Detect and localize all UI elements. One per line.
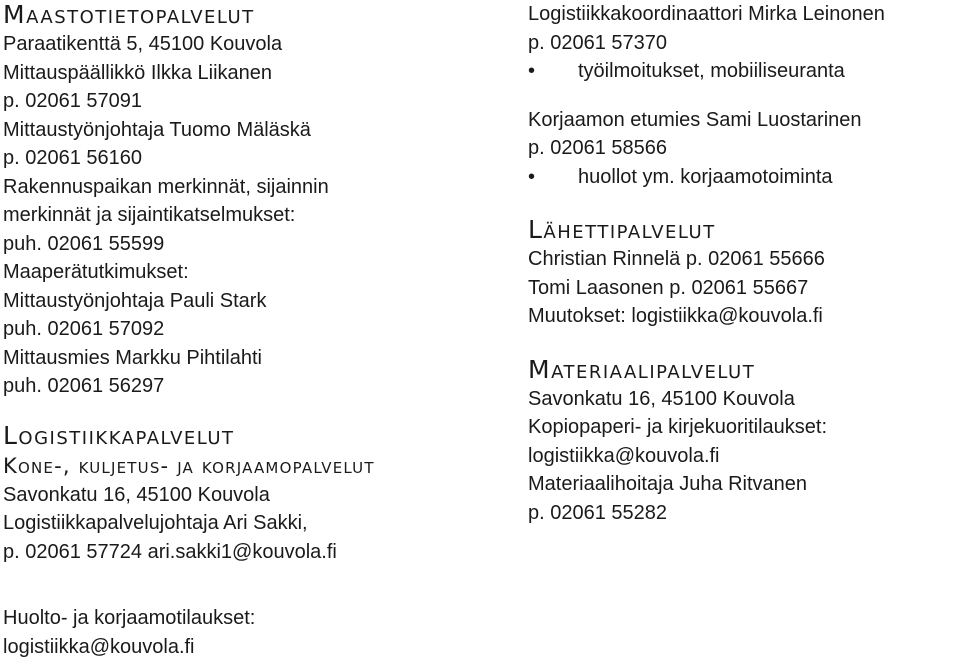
lahetti-heading: Lähettipalvelut bbox=[528, 215, 716, 244]
orders-email: logistiikka@kouvola.fi bbox=[3, 635, 195, 658]
coordinator-task: työilmoitukset, mobiiliseuranta bbox=[578, 60, 845, 82]
bullet-dot: • bbox=[528, 165, 536, 188]
lahetti-section bbox=[528, 245, 958, 331]
maastotieto-address: Paraatikenttä 5, 45100 Kouvola bbox=[3, 33, 283, 55]
logistiikka-line: Logistiikkapalvelujohtaja Ari Sakki, bbox=[3, 512, 308, 534]
maastotieto-line: p. 02061 57091 bbox=[3, 90, 143, 112]
maastotieto-line: puh. 02061 55599 bbox=[3, 232, 165, 255]
materiaali-line: Kopiopaperi- ja kirjekuoritilaukset: bbox=[528, 416, 828, 438]
materiaali-line: p. 02061 55282 bbox=[528, 501, 668, 524]
maastotieto-line: merkinnät ja sijaintikatselmukset: bbox=[3, 204, 296, 226]
orders-label: Huolto- ja korjaamotilaukset: bbox=[3, 607, 256, 629]
logistiikka-address: Savonkatu 16, 45100 Kouvola bbox=[3, 483, 270, 506]
foreman-task: huollot ym. korjaamotoiminta bbox=[578, 165, 833, 188]
materiaali-address: Savonkatu 16, 45100 Kouvola bbox=[528, 387, 795, 410]
logistiikka-section bbox=[3, 481, 503, 567]
maastotieto-section bbox=[3, 30, 503, 401]
foreman-name: Korjaamon etumies Sami Luostarinen bbox=[528, 108, 862, 131]
materiaali-heading: Materiaalipalvelut bbox=[528, 354, 756, 384]
logistiikka-line: p. 02061 57724 ari.sakki1@kouvola.fi bbox=[3, 540, 337, 563]
lahetti-line: Tomi Laasonen p. 02061 55667 bbox=[528, 276, 809, 299]
coordinator-name: Logistiikkakoordinaattori Mirka Leinonen bbox=[528, 3, 885, 25]
maastotieto-line: Mittausmies Markku Pihtilahti bbox=[3, 346, 262, 369]
foreman-bullet bbox=[528, 163, 958, 192]
materiaali-line: logistiikka@kouvola.fi bbox=[528, 444, 720, 467]
maastotieto-line: puh. 02061 57092 bbox=[3, 318, 165, 340]
materiaali-line: Materiaalihoitaja Juha Ritvanen bbox=[528, 473, 808, 495]
lahetti-line: Muutokset: logistiikka@kouvola.fi bbox=[528, 305, 823, 327]
coordinator-block bbox=[528, 0, 958, 86]
maastotieto-line: Mittaustyönjohtaja Pauli Stark bbox=[3, 289, 267, 312]
maastotieto-line: Mittauspäällikkö Ilkka Liikanen bbox=[3, 61, 273, 84]
materiaali-section bbox=[528, 385, 958, 528]
orders-footer bbox=[3, 604, 255, 661]
maastotieto-line: Maaperätutkimukset: bbox=[3, 261, 189, 283]
maastotieto-line: p. 02061 56160 bbox=[3, 147, 143, 169]
foreman-block bbox=[528, 106, 958, 192]
maastotieto-line: Mittaustyönjohtaja Tuomo Mäläskä bbox=[3, 118, 311, 141]
maastotieto-line: puh. 02061 56297 bbox=[3, 375, 165, 397]
logistiikka-subheading: Kone-, kuljetus- ja korjaamopalvelut bbox=[3, 453, 375, 478]
maastotieto-line: Rakennuspaikan merkinnät, sijainnin bbox=[3, 175, 329, 198]
bullet-dot: • bbox=[528, 60, 536, 82]
right-column bbox=[528, 0, 958, 527]
maastotieto-heading: Maastotietopalvelut bbox=[3, 0, 255, 29]
coordinator-bullet bbox=[528, 57, 958, 86]
logistiikka-heading: Logistiikkapalvelut bbox=[3, 420, 235, 450]
coordinator-phone: p. 02061 57370 bbox=[528, 31, 668, 54]
lahetti-line: Christian Rinnelä p. 02061 55666 bbox=[528, 248, 825, 270]
left-column bbox=[3, 0, 503, 566]
foreman-phone: p. 02061 58566 bbox=[528, 137, 668, 159]
